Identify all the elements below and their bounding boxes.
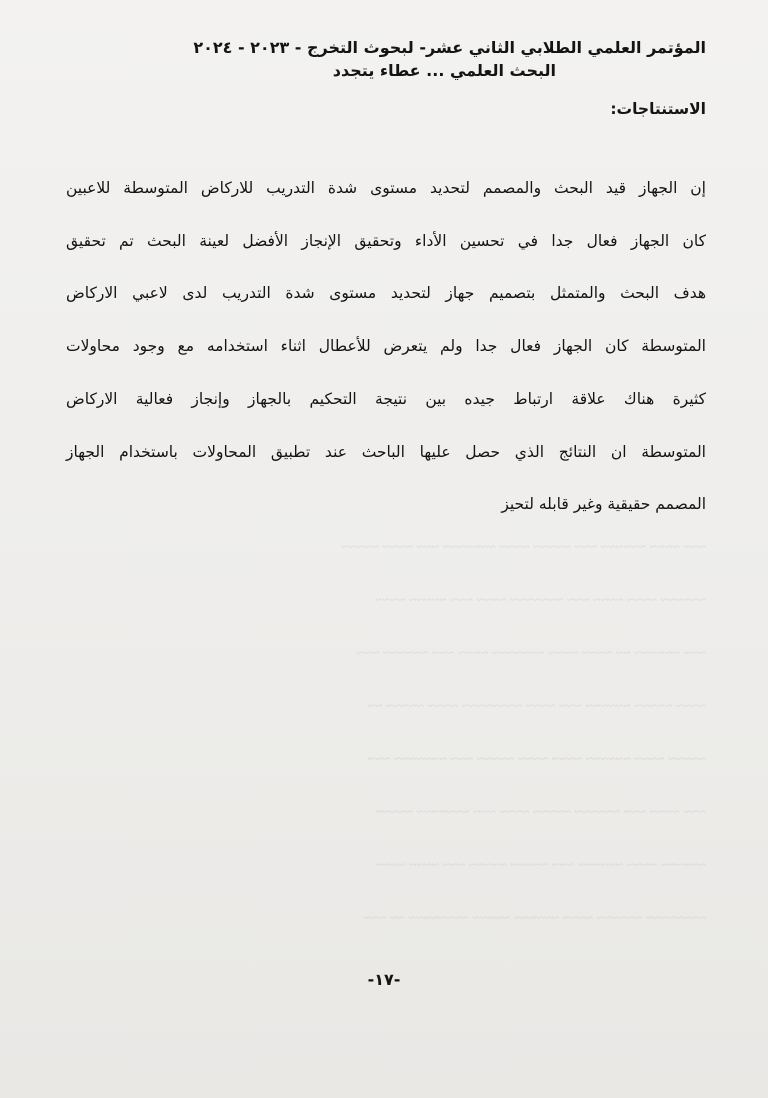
show-through-decoration: ~~~~~~ ~~~~ ~~~~ ~~~ ~~~~~~~ ~~~~ ~~~ ~~~~~ ~~~~ xyxy=(375,593,706,608)
page-number: -١٧- xyxy=(367,970,401,989)
paragraph-line: إن الجهاز قيد البحث والمصمم لتحديد مستوى شدة التدريب للاركاض المتوسطة للاعبين xyxy=(66,179,706,197)
conclusions-paragraph xyxy=(66,162,706,531)
show-through-decoration: ~~~~~~ ~~~~ ~~~~~~ ~~~ ~~~~~ ~~~~~ ~~~ ~~~~ ~~~~ xyxy=(375,858,706,873)
show-through-decoration: ~~~ ~~~~ ~~~~~~ ~~~ ~~~~~ ~~~~ ~~~~~~~ ~~~ ~~~~ ~~~~~ xyxy=(341,540,706,555)
show-through-decoration: ~~~~~~~~ ~~~~~~ ~~~~ ~~~~~~ ~~~~~ ~~~~~~~~ ~~ ~~~ xyxy=(363,911,706,926)
paragraph-line: المصمم حقيقية وغير قابله لتحيز xyxy=(501,495,706,514)
show-through-decoration: ~~~~~ ~~~~ ~~~~~~ ~~~~ ~~~~ ~~~~~ ~~~ ~~~~~~~ ~~~ xyxy=(367,752,706,767)
conference-header xyxy=(56,36,706,82)
conference-title: المؤتمر العلمي الطلابي الثاني عشر- لبحوث التخرج - ٢٠٢٣ - ٢٠٢٤ xyxy=(193,38,706,57)
paragraph-line: المتوسطة ان النتائج الذي حصل عليها الباحث عند تطبيق المحاولات باستخدام الجهاز xyxy=(66,442,706,461)
paragraph-line: كثيرة هناك علاقة ارتباط جيده بين نتيجة التحكيم بالجهاز وإنجاز فعالية الاركاض xyxy=(66,389,706,408)
show-through-decoration: ~~~~ ~~~~~ ~~~~~~ ~~~ ~~~~ ~~~~~~~~ ~~~~ ~~~~~ ~~ xyxy=(367,699,706,714)
show-through-decoration: ~~~ ~~~~~~ ~~ ~~~~ ~~~~ ~~~~~~~ ~~~~ ~~~ ~~~~~~ ~~~ xyxy=(356,646,706,661)
show-through-decoration: ~~~ ~~~~ ~~~ ~~~~~~ ~~~~~ ~~~~ ~~~ ~~~~~~~ ~~~~~ xyxy=(375,805,706,820)
paragraph-line: كان الجهاز فعال جدا في تحسين الأداء وتحقيق الإنجاز الأفضل لعينة البحث تم تحقيق xyxy=(66,231,706,250)
paragraph-line: المتوسطة كان الجهاز فعال جدا ولم يتعرض للأعطال اثناء استخدامه مع وجود محاولات xyxy=(66,337,706,356)
paragraph-line: هدف البحث والمتمثل بتصميم جهاز لتحديد مستوى شدة التدريب لدى لاعبي الاركاض xyxy=(66,284,706,303)
section-heading: الاستنتاجات: xyxy=(610,100,706,118)
conference-slogan: البحث العلمي ... عطاء يتجدد xyxy=(332,61,556,80)
